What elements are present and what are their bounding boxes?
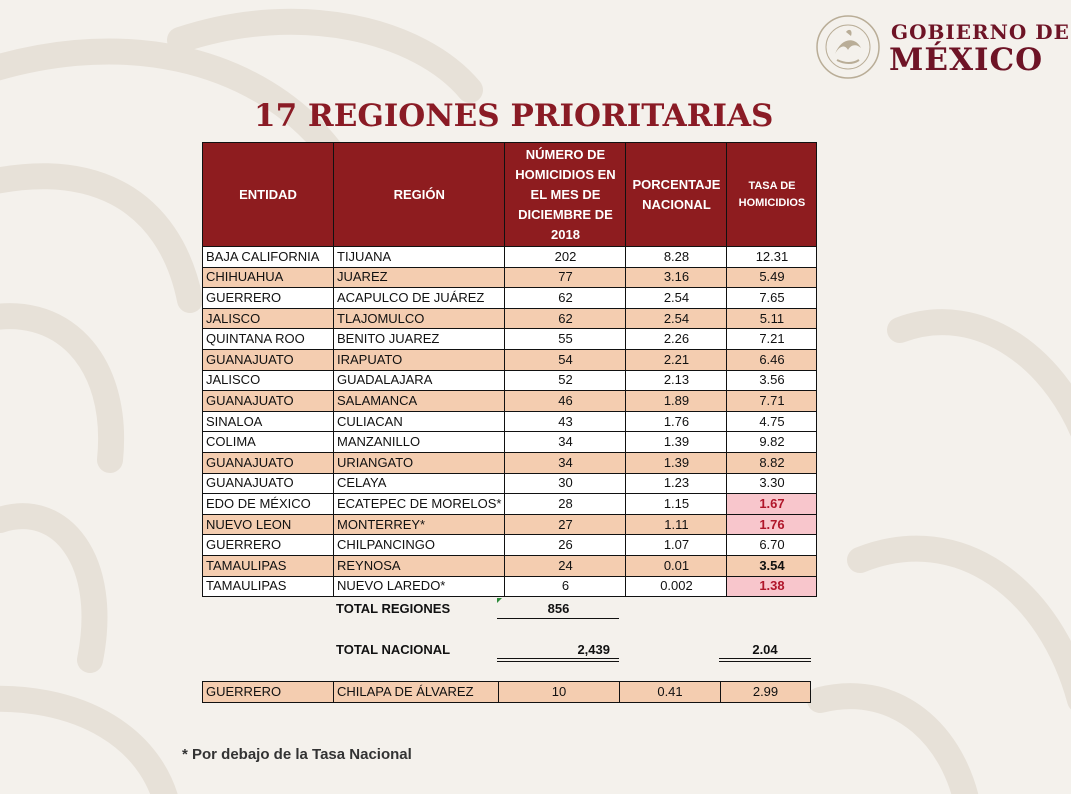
cell-tasa: 6.70 (727, 535, 817, 556)
cell-homicidios: 46 (505, 391, 626, 412)
total-regiones-value: 856 (547, 601, 570, 616)
cell-tasa: 1.67 (727, 494, 817, 515)
table-row (203, 370, 817, 391)
table-row (203, 514, 817, 535)
cell-entidad: COLIMA (203, 432, 334, 453)
gobierno-logo (815, 14, 1070, 80)
table-row (203, 391, 817, 412)
cell-porcentaje: 1.11 (626, 514, 727, 535)
cell-homicidios: 10 (499, 682, 620, 703)
mexico-text: MÉXICO (889, 42, 1044, 78)
col-header-homicidios: NÚMERO DE HOMICIDIOS EN EL MES DE DICIEMBRE DE 2018 (505, 143, 626, 247)
cell-homicidios: 26 (505, 535, 626, 556)
cell-entidad: BAJA CALIFORNIA (203, 247, 334, 268)
cell-region: CHILAPA DE ÁLVAREZ (334, 682, 499, 703)
cell-homicidios: 34 (505, 452, 626, 473)
total-nacional-tasa: 2.04 (752, 642, 778, 657)
cell-entidad: CHIHUAHUA (203, 267, 334, 288)
cell-entidad: GUANAJUATO (203, 391, 334, 412)
total-regiones-label: TOTAL REGIONES (336, 601, 451, 616)
cell-homicidios: 52 (505, 370, 626, 391)
cell-tasa: 12.31 (727, 247, 817, 268)
regions-table (202, 142, 817, 597)
cell-tasa: 7.71 (727, 391, 817, 412)
table-row (203, 452, 817, 473)
cell-porcentaje: 1.89 (626, 391, 727, 412)
cell-tasa: 8.82 (727, 452, 817, 473)
cell-homicidios: 55 (505, 329, 626, 350)
footnote: * Por debajo de la Tasa Nacional (182, 746, 412, 763)
cell-entidad: TAMAULIPAS (203, 576, 334, 597)
cell-tasa: 4.75 (727, 411, 817, 432)
cell-tasa: 1.38 (727, 576, 817, 597)
col-header-porcentaje: PORCENTAJE NACIONAL (626, 143, 727, 247)
page-title: 17 REGIONES PRIORITARIAS (254, 98, 774, 134)
cell-region: CHILPANCINGO (334, 535, 505, 556)
total-regiones-underline (497, 618, 619, 619)
cell-porcentaje: 0.41 (620, 682, 721, 703)
table-row (203, 494, 817, 515)
regions-table-container (202, 142, 817, 597)
cell-region: MONTERREY* (334, 514, 505, 535)
cell-porcentaje: 2.13 (626, 370, 727, 391)
cell-entidad: GUANAJUATO (203, 452, 334, 473)
cell-region: REYNOSA (334, 555, 505, 576)
table-row (203, 329, 817, 350)
cell-entidad: NUEVO LEON (203, 514, 334, 535)
table-row (203, 349, 817, 370)
cell-tasa: 2.99 (721, 682, 811, 703)
mexico-seal-icon (815, 14, 881, 80)
extra-region-table (202, 681, 811, 703)
table-row (203, 411, 817, 432)
cell-tasa: 5.11 (727, 308, 817, 329)
cell-entidad: GUERRERO (203, 535, 334, 556)
cell-porcentaje: 0.01 (626, 555, 727, 576)
cell-porcentaje: 1.39 (626, 432, 727, 453)
table-row (203, 247, 817, 268)
cell-entidad: EDO DE MÉXICO (203, 494, 334, 515)
table-row (203, 267, 817, 288)
cell-porcentaje: 1.07 (626, 535, 727, 556)
table-row (203, 535, 817, 556)
cell-tasa: 7.21 (727, 329, 817, 350)
cell-porcentaje: 1.76 (626, 411, 727, 432)
cell-porcentaje: 1.15 (626, 494, 727, 515)
table-row (203, 576, 817, 597)
cell-homicidios: 34 (505, 432, 626, 453)
total-nacional-label: TOTAL NACIONAL (336, 642, 451, 657)
cell-tasa: 3.56 (727, 370, 817, 391)
cell-homicidios: 6 (505, 576, 626, 597)
cell-tasa: 7.65 (727, 288, 817, 309)
cell-region: SALAMANCA (334, 391, 505, 412)
table-row (203, 555, 817, 576)
cell-porcentaje: 2.54 (626, 288, 727, 309)
cell-porcentaje: 2.26 (626, 329, 727, 350)
cell-entidad: GUERRERO (203, 288, 334, 309)
cell-homicidios: 28 (505, 494, 626, 515)
cell-region: TLAJOMULCO (334, 308, 505, 329)
cell-porcentaje: 0.002 (626, 576, 727, 597)
cell-region: CELAYA (334, 473, 505, 494)
cell-porcentaje: 1.39 (626, 452, 727, 473)
cell-entidad: QUINTANA ROO (203, 329, 334, 350)
cell-region: GUADALAJARA (334, 370, 505, 391)
cell-tasa: 5.49 (727, 267, 817, 288)
cell-homicidios: 62 (505, 288, 626, 309)
table-row (203, 308, 817, 329)
cell-homicidios: 77 (505, 267, 626, 288)
cell-homicidios: 30 (505, 473, 626, 494)
cell-homicidios: 54 (505, 349, 626, 370)
cell-region: CULIACAN (334, 411, 505, 432)
extra-region-table-container (202, 681, 811, 703)
cell-tasa: 1.76 (727, 514, 817, 535)
cell-entidad: SINALOA (203, 411, 334, 432)
cell-tasa: 3.30 (727, 473, 817, 494)
cell-entidad: JALISCO (203, 370, 334, 391)
cell-entidad: TAMAULIPAS (203, 555, 334, 576)
gobierno-de-text: GOBIERNO DE (891, 20, 1070, 44)
cell-porcentaje: 2.54 (626, 308, 727, 329)
cell-entidad: GUERRERO (203, 682, 334, 703)
cell-region: ECATEPEC DE MORELOS* (334, 494, 505, 515)
cell-tasa: 3.54 (727, 555, 817, 576)
table-header-row (203, 143, 817, 247)
cell-region: IRAPUATO (334, 349, 505, 370)
cell-region: BENITO JUAREZ (334, 329, 505, 350)
cell-homicidios: 202 (505, 247, 626, 268)
table-row (203, 432, 817, 453)
cell-region: MANZANILLO (334, 432, 505, 453)
cell-homicidios: 62 (505, 308, 626, 329)
cell-region: NUEVO LAREDO* (334, 576, 505, 597)
cell-porcentaje: 8.28 (626, 247, 727, 268)
col-header-region: REGIÓN (334, 143, 505, 247)
cell-region: JUAREZ (334, 267, 505, 288)
col-header-tasa: TASA DE HOMICIDIOS (727, 143, 817, 247)
cell-region: URIANGATO (334, 452, 505, 473)
table-row (203, 682, 811, 703)
cell-tasa: 6.46 (727, 349, 817, 370)
cell-region: TIJUANA (334, 247, 505, 268)
cell-porcentaje: 1.23 (626, 473, 727, 494)
table-row (203, 288, 817, 309)
cell-tasa: 9.82 (727, 432, 817, 453)
cell-porcentaje: 3.16 (626, 267, 727, 288)
cell-porcentaje: 2.21 (626, 349, 727, 370)
cell-homicidios: 24 (505, 555, 626, 576)
cell-entidad: JALISCO (203, 308, 334, 329)
cell-entidad: GUANAJUATO (203, 349, 334, 370)
cell-homicidios: 43 (505, 411, 626, 432)
total-nacional-double-underline (497, 658, 619, 662)
cell-region: ACAPULCO DE JUÁREZ (334, 288, 505, 309)
total-nacional-value: 2,439 (577, 642, 610, 657)
table-row (203, 473, 817, 494)
cell-homicidios: 27 (505, 514, 626, 535)
col-header-entidad: ENTIDAD (203, 143, 334, 247)
total-tasa-double-underline (719, 658, 811, 662)
cell-entidad: GUANAJUATO (203, 473, 334, 494)
